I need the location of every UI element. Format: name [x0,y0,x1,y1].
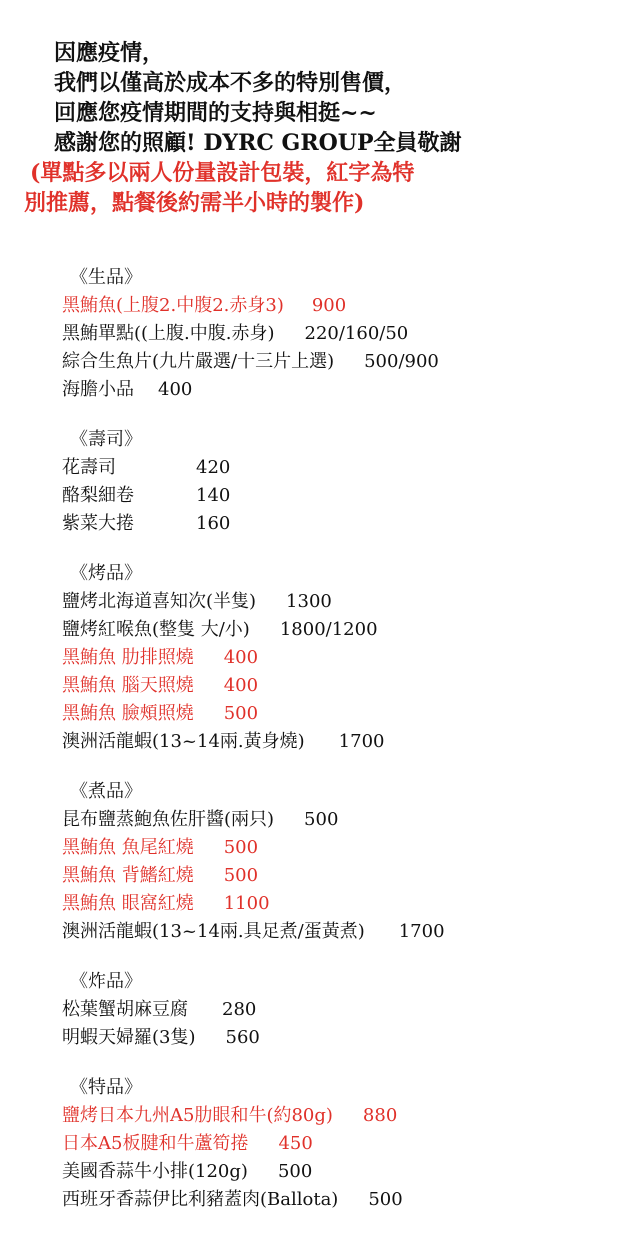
menu-item [62,1102,632,1130]
menu-item [62,1130,632,1158]
menu-item-price: 1700 [398,921,445,942]
menu-item-name: 黑鮪魚 背鰭紅燒 [62,865,194,886]
menu-item-price: 1800/1200 [279,619,378,640]
menu-section [62,264,632,404]
menu-item-name: 黑鮪魚 魚尾紅燒 [62,837,194,858]
menu-item-name: 綜合生魚片(九片嚴選/十三片上選) [62,351,335,372]
menu-item-name: 昆布鹽蒸鮑魚佐肝醬(兩只) [62,809,275,830]
menu-item [62,454,632,482]
menu-item-name: 西班牙香蒜伊比利豬蓋肉(Ballota) [62,1189,339,1210]
menu-item [62,348,632,376]
menu-item [62,918,632,946]
menu-item-name: 日本A5板腱和牛蘆筍捲 [62,1133,249,1154]
menu-item-price: 1100 [223,893,270,914]
menu-section [62,426,632,538]
menu-item-price: 450 [278,1133,313,1154]
menu-item-name: 酪梨細卷 [62,485,134,506]
menu-section [62,560,632,756]
intro-line-4: 感謝您的照顧! DYRC GROUP全員敬謝 [54,130,462,156]
menu-item-name: 花壽司 [62,457,116,478]
menu-item-price: 400 [158,379,193,400]
menu-item-price: 280 [222,999,257,1020]
menu-item [62,1186,632,1214]
menu-item [62,672,632,700]
menu-item-price: 500 [304,809,339,830]
intro-line-3: 回應您疫情期間的支持與相挺~~ [54,100,377,126]
menu-item-name: 鹽烤日本九州A5肋眼和牛(約80g) [62,1105,333,1126]
menu-item [62,292,632,320]
menu-item [62,996,632,1024]
menu-item [62,376,632,404]
menu-item-name: 紫菜大捲 [62,513,134,534]
menu-list [62,264,632,1236]
menu-item-price: 500 [223,865,259,886]
menu-item [62,1024,632,1052]
menu-item [62,616,632,644]
menu-item-price: 500 [277,1161,313,1182]
menu-item-price: 500 [368,1189,403,1210]
menu-item-name: 明蝦天婦羅(3隻) [62,1027,196,1048]
menu-item-name: 黑鮪魚 腦天照燒 [62,675,194,696]
intro-line-1: 因應疫情， [54,40,165,66]
menu-item-price: 1700 [338,731,385,752]
section-title: 《特品》 [70,1077,142,1098]
menu-item-price: 400 [223,647,259,668]
menu-item-name: 澳洲活龍蝦(13~14兩.黃身燒) [62,731,305,752]
menu-item [62,700,632,728]
menu-item [62,320,632,348]
menu-section [62,1074,632,1214]
menu-item-name: 黑鮪魚 肋排照燒 [62,647,194,668]
menu-item-price: 900 [311,295,347,316]
intro-note-2: 別推薦，點餐後約需半小時的製作) [24,190,365,216]
menu-item-name: 黑鮪魚(上腹2.中腹2.赤身3) [62,295,284,316]
menu-item [62,728,632,756]
intro-block [24,38,634,218]
menu-item-price: 500 [223,703,259,724]
menu-item-price: 400 [223,675,259,696]
menu-item-name: 海膽小品 [62,379,134,400]
intro-line-2: 我們以僅高於成本不多的特別售價， [54,70,407,96]
menu-item [62,588,632,616]
section-title: 《炸品》 [70,971,142,992]
menu-item-price: 500 [223,837,259,858]
menu-item-price: 1300 [286,591,332,612]
menu-item-name: 美國香蒜牛小排(120g) [62,1161,248,1182]
menu-item-name: 黑鮪魚 臉頰照燒 [62,703,194,724]
menu-item-price: 140 [196,485,231,506]
menu-item [62,806,632,834]
menu-item-price: 560 [225,1027,260,1048]
menu-item [62,834,632,862]
menu-item [62,482,632,510]
menu-item [62,510,632,538]
menu-item-name: 鹽烤紅喉魚(整隻 大/小) [62,619,250,640]
menu-section [62,778,632,946]
section-title: 《煮品》 [70,781,142,802]
section-title: 《生品》 [70,267,142,288]
menu-item [62,1158,632,1186]
menu-item-price: 420 [196,457,231,478]
menu-item-name: 黑鮪魚 眼窩紅燒 [62,893,194,914]
menu-item-price: 220/160/50 [304,323,409,344]
menu-item-name: 鹽烤北海道喜知次(半隻) [62,591,257,612]
menu-item [62,862,632,890]
menu-item-name: 松葉蟹胡麻豆腐 [62,999,188,1020]
menu-item-price: 880 [362,1105,398,1126]
menu-item [62,644,632,672]
menu-item-name: 澳洲活龍蝦(13~14兩.具足煮/蛋黃煮) [62,921,365,942]
menu-item [62,890,632,918]
section-title: 《壽司》 [70,429,142,450]
menu-item-price: 500/900 [364,351,439,372]
menu-item-name: 黑鮪單點((上腹.中腹.赤身) [62,323,275,344]
section-title: 《烤品》 [70,563,142,584]
menu-section [62,968,632,1052]
menu-item-price: 160 [196,513,231,534]
intro-note-1: (單點多以兩人份量設計包裝，紅字為特 [30,160,415,186]
